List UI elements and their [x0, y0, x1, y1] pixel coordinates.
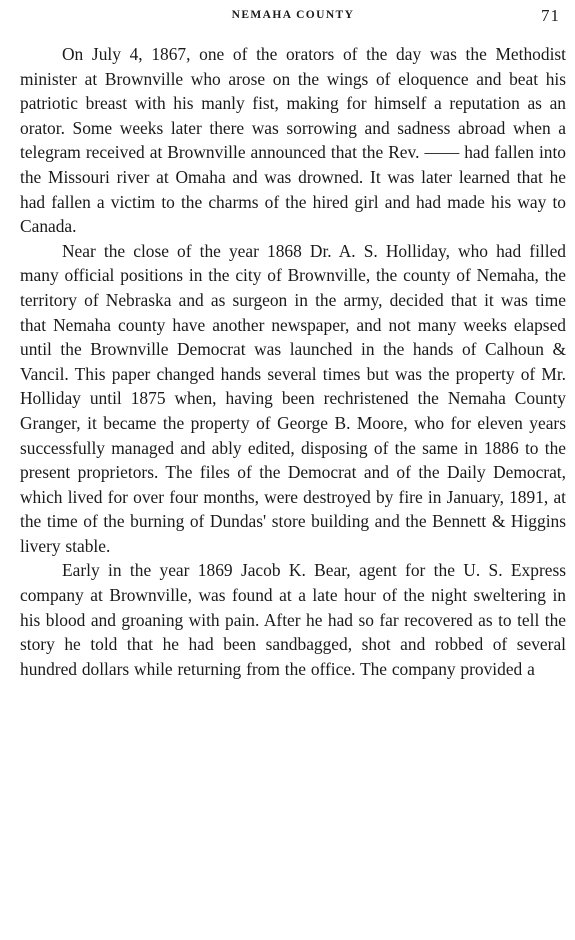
page-number: 71 [541, 6, 560, 25]
paragraph-express-robbery: Early in the year 1869 Jacob K. Bear, agent for the U. S. Express company at Brownville, was found at a late hour of the night sweltering in his blood and groaning with pain. After he had so far recovered as to tell the story he told that he had been sandbagged, shot and robbed of several hundred dollars while returning from the office. The company provided a [20, 560, 566, 679]
body-text [20, 42, 566, 681]
paragraph-democrat-newspaper: Near the close of the year 1868 Dr. A. S. Holliday, who had filled many official positions in the city of Brownville, the county of Nemaha, the territory of Nebraska and as surgeon in the army, decided that it was time that Nemaha county have another newspaper, and not many weeks elapsed until the Brownville Democrat was launched in the hands of Calhoun & Vancil. This paper changed hands several times but was the property of Mr. Holliday until 1875 when, having been rechristened the Nemaha County Granger, it became the property of George B. Moore, who for eleven years successfully managed and ably edited, disposing of the same in 1886 to the present proprietors. The files of the Democrat and of the Daily Democrat, which lived for over four months, were destroyed by fire in January, 1891, at the time of the burning of Dundas' store building and the Bennett & Higgins livery stable. [20, 240, 566, 556]
running-head-title: NEMAHA COUNTY [231, 9, 355, 21]
paragraph-orator: On July 4, 1867, one of the orators of the day was the Methodist minister at Brownville who arose on the wings of eloquence and beat his patriotic breast with his manly fist, making for himself a reputation as an orator. Some weeks later there was sorrowing and sadness abroad when a telegram received at Brownville announced that the Rev. —— had fallen into the Missouri river at Omaha and was drowned. It was later learned that he had fallen a victim to the charms of the hired girl and had made his way to Canada. [20, 44, 566, 237]
running-head [20, 6, 566, 28]
